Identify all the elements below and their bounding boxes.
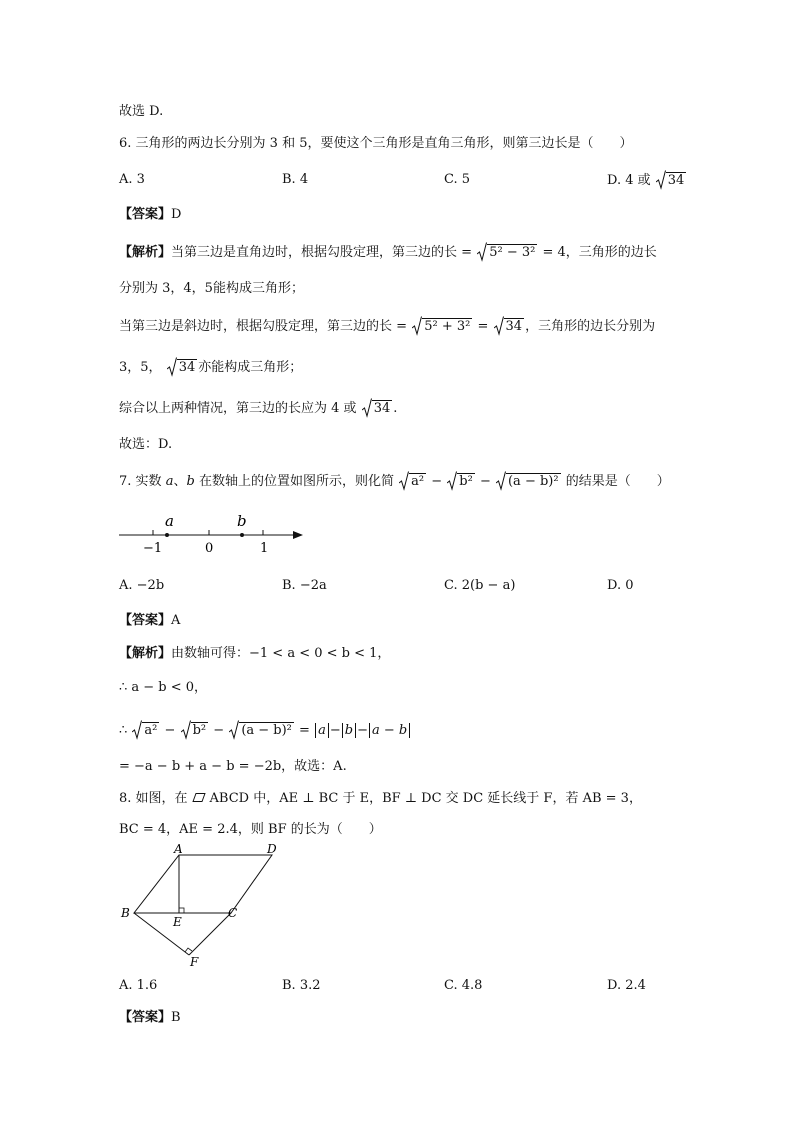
- text: 、: [173, 474, 187, 489]
- q7-stem: [119, 473, 670, 490]
- q6-analysis-line-3: [119, 318, 655, 335]
- q8-stem-line-1: [119, 791, 642, 807]
- q7-analysis-line-4: = −a − b + a − b = −2b，故选：A.: [119, 759, 347, 774]
- text: 当第三边是直角边时，根据勾股定理，第三边的长: [171, 245, 458, 260]
- sqrt-expr: 34: [167, 359, 198, 376]
- parallelogram-figure: [115, 842, 290, 972]
- text: 3，5，: [119, 360, 162, 375]
- label-B: B: [121, 906, 130, 920]
- parallelogram-icon: [192, 793, 205, 802]
- abs-expr: a − b: [369, 723, 410, 738]
- sqrt-expr: (a − b)²: [229, 722, 294, 739]
- sqrt-expr: 5² + 3²: [412, 318, 472, 335]
- text: 8. 如图，在: [119, 791, 188, 806]
- q6-analysis-line-2: 分别为 3，4，5能构成三角形；: [119, 281, 304, 296]
- text: =: [299, 723, 310, 738]
- q7-analysis-line-1: [119, 646, 390, 662]
- answer-tag: 【答案】: [119, 1010, 172, 1025]
- point-b-dot: [240, 533, 244, 537]
- text: = 4: [542, 245, 566, 260]
- text: ，三角形的边长分别为: [525, 319, 656, 334]
- q6-analysis-line-5: [119, 400, 397, 417]
- text: ∴: [119, 723, 128, 738]
- text: 综合以上两种情况，第三边的长应为 4 或: [119, 401, 357, 416]
- q6-option-a: A. 3: [119, 172, 145, 187]
- text: 由数轴可得：−1 < a < 0 < b < 1，: [171, 646, 391, 661]
- q8-option-a: A. 1.6: [119, 978, 158, 993]
- var: a: [165, 474, 174, 489]
- q8-stem-line-2: BC = 4，AE = 2.4，则 BF 的长为（ ）: [119, 822, 382, 837]
- q6-analysis-line-4: [119, 359, 302, 376]
- label-0: 0: [205, 541, 214, 556]
- q6-option-d-radical: 34: [656, 172, 687, 189]
- q8-option-d: D. 2.4: [607, 978, 646, 993]
- sqrt-expr: 34: [494, 318, 525, 335]
- number-line-figure: [115, 508, 310, 558]
- right-angle-e-icon: [179, 908, 184, 913]
- answer-value: B: [171, 1010, 181, 1025]
- label-a: a: [165, 512, 174, 530]
- q7-analysis-line-3: [119, 722, 411, 739]
- axis-arrow-icon: [293, 531, 303, 539]
- q6-conclusion: 故选：D.: [119, 437, 173, 452]
- label-A: A: [174, 842, 183, 856]
- sqrt-expr: b²: [181, 722, 209, 739]
- text: −: [479, 474, 491, 489]
- label-neg1: −1: [143, 541, 163, 556]
- text: 当第三边是斜边时，根据勾股定理，第三边的长: [119, 319, 393, 334]
- q6-analysis-line-1: [119, 244, 657, 261]
- text: 的结果是（ ）: [565, 474, 670, 489]
- sqrt-expr: 34: [362, 400, 393, 417]
- text: ABCD 中，AE ⊥ BC 于 E，BF ⊥ DC 交 DC 延长线于 F，若 AB = 3，: [209, 791, 642, 806]
- sqrt-expr: 5² − 3²: [477, 244, 537, 261]
- sqrt-expr: (a − b)²: [496, 473, 561, 490]
- analysis-tag: 【解析】: [119, 245, 172, 260]
- analysis-tag: 【解析】: [119, 646, 172, 661]
- text: =: [461, 245, 473, 260]
- text: −: [431, 474, 443, 489]
- text: 在数轴上的位置如图所示，则化简: [198, 474, 394, 489]
- right-angle-f-icon: [185, 948, 192, 952]
- segment-cf-extension: [189, 913, 231, 955]
- q7-analysis-line-2: ∴ a − b < 0，: [119, 680, 208, 695]
- text: −: [164, 723, 176, 738]
- label-D: D: [267, 842, 277, 856]
- parallelogram-abcd: [134, 855, 272, 913]
- sqrt-expr: b²: [447, 473, 475, 490]
- text: −: [357, 723, 368, 738]
- q8-option-b: B. 3.2: [282, 978, 321, 993]
- text: .: [393, 401, 398, 416]
- label-b: b: [237, 512, 247, 530]
- q6-answer: [119, 207, 181, 223]
- q7-answer: [119, 613, 180, 629]
- q7-option-b: B. −2a: [282, 578, 327, 593]
- q6-option-c: C. 5: [444, 172, 471, 187]
- q6-option-b: B. 4: [282, 172, 309, 187]
- text: −: [329, 723, 341, 738]
- sqrt-expr: a²: [132, 722, 159, 739]
- label-C: C: [228, 906, 238, 920]
- text: =: [477, 319, 489, 334]
- answer-value: A: [171, 613, 181, 628]
- answer-tag: 【答案】: [119, 207, 172, 222]
- q8-option-c: C. 4.8: [444, 978, 483, 993]
- text: ，三角形的边长: [565, 245, 657, 260]
- q8-answer: [119, 1010, 181, 1026]
- text: −: [213, 723, 225, 738]
- text: 7. 实数: [119, 474, 162, 489]
- q6-option-d: [607, 172, 687, 189]
- q7-option-a: A. −2b: [119, 578, 165, 593]
- answer-value: D: [171, 207, 182, 222]
- label-E: E: [173, 915, 182, 929]
- var: b: [186, 474, 195, 489]
- text: =: [396, 319, 408, 334]
- point-a-dot: [165, 533, 169, 537]
- q7-option-d: D. 0: [607, 578, 634, 593]
- label-F: F: [190, 955, 199, 969]
- text: 亦能构成三角形；: [198, 360, 303, 375]
- prev-conclusion: 故选 D.: [119, 104, 164, 119]
- abs-expr: a: [315, 723, 329, 738]
- label-1: 1: [260, 541, 269, 556]
- q6-stem: 6. 三角形的两边长分别为 3 和 5，要使这个三角形是直角三角形，则第三边长是（ ）: [119, 136, 633, 151]
- abs-expr: b: [342, 723, 356, 738]
- q6-option-d-prefix: D. 4 或: [607, 173, 651, 188]
- answer-tag: 【答案】: [119, 613, 172, 628]
- q7-option-c: C. 2(b − a): [444, 578, 516, 593]
- sqrt-expr: a²: [399, 473, 426, 490]
